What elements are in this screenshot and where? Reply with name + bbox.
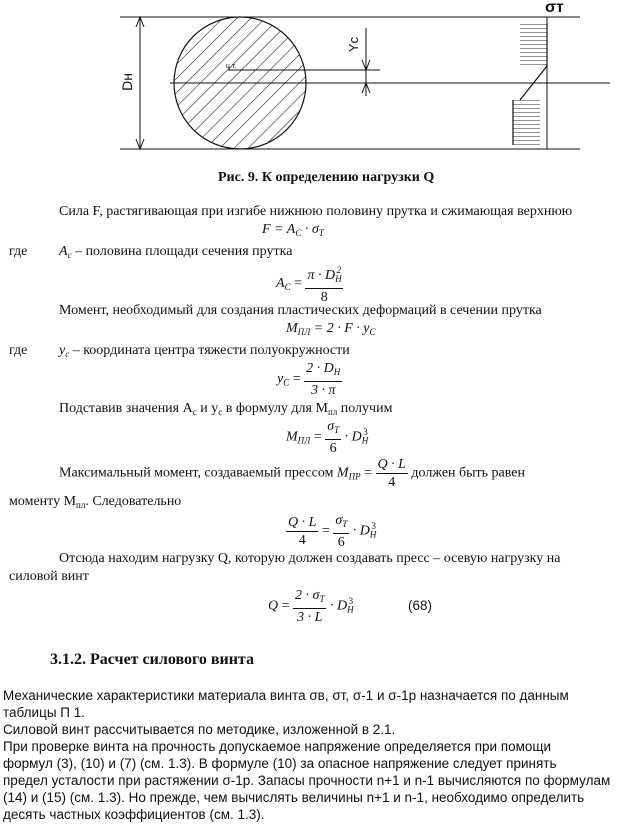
equation-area: $A_C$ = $\frac{\pi \cdot D_H^2}{8}$ bbox=[276, 262, 343, 306]
body-line-1: Механические характеристики материала винта σв, σт, σ-1 и σ-1р назначается по данным bbox=[3, 688, 569, 703]
equation-force: $F = A_C \cdot \sigma_T$ bbox=[262, 222, 324, 238]
definition-ac: $A_c$ – половина площади сечения прутка bbox=[59, 244, 293, 260]
body-line-7: (14) и (15) (см. 1.3). Но прежде, чем вычислять величины n+1 и n-1, необходимо определить bbox=[3, 790, 585, 805]
sigma-t-label: σт bbox=[545, 0, 564, 16]
equation-yc: $y_C$ = $\frac{2 \cdot D_H}{3 \cdot \pi}$ bbox=[277, 361, 341, 398]
section-heading: 3.1.2. Расчет силового винта bbox=[50, 651, 254, 668]
paragraph-moment: Момент, необходимый для создания пластических деформаций в сечении прутка bbox=[59, 303, 542, 318]
paragraph-load-cont: силовой винт bbox=[9, 569, 89, 584]
yc-label: Yc bbox=[346, 36, 362, 53]
paragraph-moment-equal: моменту $M_{пл}$. Следовательно bbox=[9, 494, 182, 510]
figure-diagram bbox=[0, 0, 624, 165]
equation-load: Q = $\frac{2 \cdot \sigma_T}{3 \cdot L}$ · $D_H^3$ bbox=[268, 588, 354, 625]
body-line-8: десять частных коэффициентов (см. 1.3). bbox=[3, 807, 265, 822]
paragraph-substitute: Подставив значения $A_c$ и $y_c$ в формулу для $M_{пл}$ получим bbox=[59, 401, 393, 417]
equation-moment: $M_{ПЛ} = 2 \cdot F \cdot y_C$ bbox=[286, 321, 376, 337]
where-label-1: где bbox=[9, 244, 28, 259]
center-of-gravity-label: ц.т. bbox=[226, 63, 237, 70]
equation-number: (68) bbox=[408, 598, 433, 613]
definition-yc: $y_c$ – координата центра тяжести полуокружности bbox=[59, 343, 350, 359]
where-label-2: где bbox=[9, 343, 28, 358]
body-line-6: предел усталости при растяжении σ-1р. Запасы прочности n+1 и n-1 вычисляются по формулам bbox=[3, 773, 611, 788]
body-line-5: формул (3), (10) и (7) (см. 1.3). В формуле (10) за опасное напряжение следует принять bbox=[3, 756, 557, 771]
body-line-4: При проверке винта на прочность допускаемое напряжение определяется при помощи bbox=[3, 739, 552, 754]
paragraph-force: Сила F, растягивающая при изгибе нижнюю половину прутка и сжимающая верхнюю bbox=[59, 204, 573, 219]
figure-caption: Рис. 9. К определению нагрузки Q bbox=[218, 170, 435, 185]
dh-label: Dн bbox=[118, 73, 135, 91]
body-line-3: Силовой винт рассчитывается по методике, изложенной в 2.1. bbox=[3, 722, 396, 737]
body-line-2: таблицы П 1. bbox=[3, 705, 85, 720]
paragraph-max-moment: Максимальный момент, создаваемый прессом $M_{ПР}$ = $\frac{Q \cdot L}{4}$ должен быть равен bbox=[59, 457, 526, 490]
paragraph-load: Отсюда находим нагрузку Q, которую должен создавать пресс – осевую нагрузку на bbox=[59, 551, 561, 566]
equation-equality: $\frac{Q \cdot L}{4}$ = $\frac{\sigma_T}{6}$ · $D_H^3$ bbox=[288, 513, 377, 550]
equation-plastic-moment: $M_{ПЛ}$ = $\frac{\sigma_T}{6}$ · $D_H^3$ bbox=[286, 419, 369, 456]
